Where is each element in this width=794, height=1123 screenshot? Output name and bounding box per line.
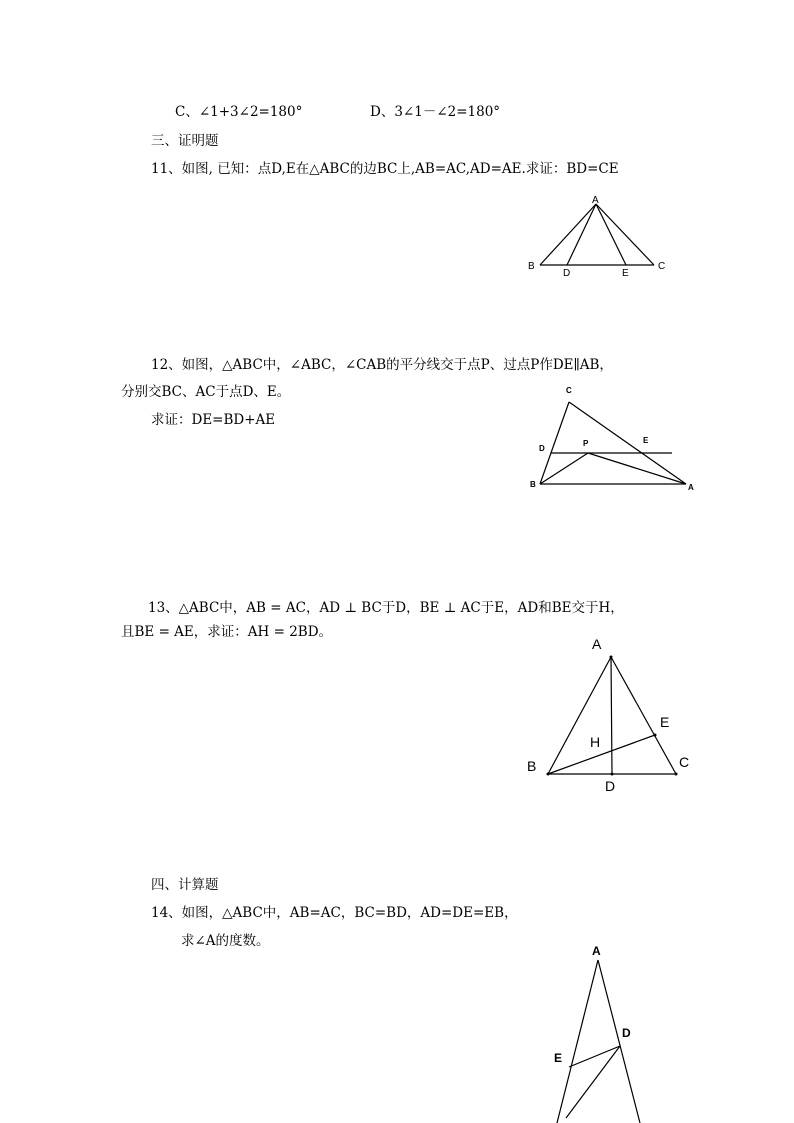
label-p: P <box>583 439 589 448</box>
label-d: D <box>563 268 571 279</box>
segment-ad <box>567 204 596 265</box>
label-a: A <box>688 483 694 492</box>
label-c: C <box>679 754 690 770</box>
label-b: B <box>528 261 535 272</box>
label-d: D <box>539 444 545 453</box>
question-13-line2: 且BE = AE，求证：AH = 2BD。 <box>121 624 333 640</box>
label-d: D <box>622 1026 631 1040</box>
segment-ac <box>598 960 640 1123</box>
label-a: A <box>592 944 601 958</box>
segment-ad <box>611 657 612 774</box>
question-12-line1: 12、如图，△ABC中，∠ABC，∠CAB的平分线交于点P、过点P作DE∥AB， <box>151 357 613 373</box>
option-d: D、3∠1－∠2=180° <box>370 104 501 120</box>
segment-ab <box>548 657 611 774</box>
segment-bp <box>540 453 588 484</box>
section-title-calculation: 四、计算题 <box>151 877 219 893</box>
segment-be <box>548 735 655 774</box>
segment-ab <box>557 960 598 1123</box>
section-title-proof: 三、证明题 <box>151 133 219 149</box>
point-e <box>654 734 657 737</box>
label-e: E <box>643 436 649 445</box>
segment-ab <box>540 204 596 265</box>
figure-q14 <box>545 935 655 1123</box>
label-d: D <box>605 778 616 794</box>
segment-ae <box>596 204 626 265</box>
label-b: B <box>530 480 536 489</box>
label-e: E <box>660 714 670 730</box>
figure-q11 <box>520 190 680 280</box>
segment-bc <box>540 402 569 484</box>
question-14-line1: 14、如图，△ABC中，AB=AC，BC=BD，AD=DE=EB， <box>151 905 518 921</box>
label-a: A <box>592 636 602 652</box>
segment-ac <box>596 204 654 265</box>
segment-pa <box>588 453 686 484</box>
label-e: E <box>554 1051 563 1065</box>
label-a: A <box>592 195 599 206</box>
question-12-line2: 分别交BC、AC于点D、E。 <box>121 384 291 400</box>
question-12-line3: 求证：DE=BD+AE <box>151 412 276 428</box>
figure-q13 <box>520 630 700 795</box>
option-c: C、∠1+3∠2=180° <box>175 104 303 120</box>
point-a <box>610 656 613 659</box>
question-13-line1: 13、△ABC中，AB = AC，AD ⊥ BC于D，BE ⊥ AC于E，AD和BE交于H， <box>148 600 624 616</box>
label-c: C <box>566 386 572 395</box>
figure-q12 <box>525 378 700 493</box>
label-c: C <box>658 261 666 272</box>
point-b <box>547 773 550 776</box>
point-d <box>611 773 614 776</box>
question-11-text: 11、如图, 已知：点D,E在△ABC的边BC上,AB=AC,AD=AE.求证：BD=CE <box>151 161 619 177</box>
label-e: E <box>622 268 629 279</box>
label-h: H <box>590 734 601 750</box>
label-b: B <box>527 758 537 774</box>
question-14-line2: 求∠A的度数。 <box>181 933 270 949</box>
point-c <box>675 773 678 776</box>
